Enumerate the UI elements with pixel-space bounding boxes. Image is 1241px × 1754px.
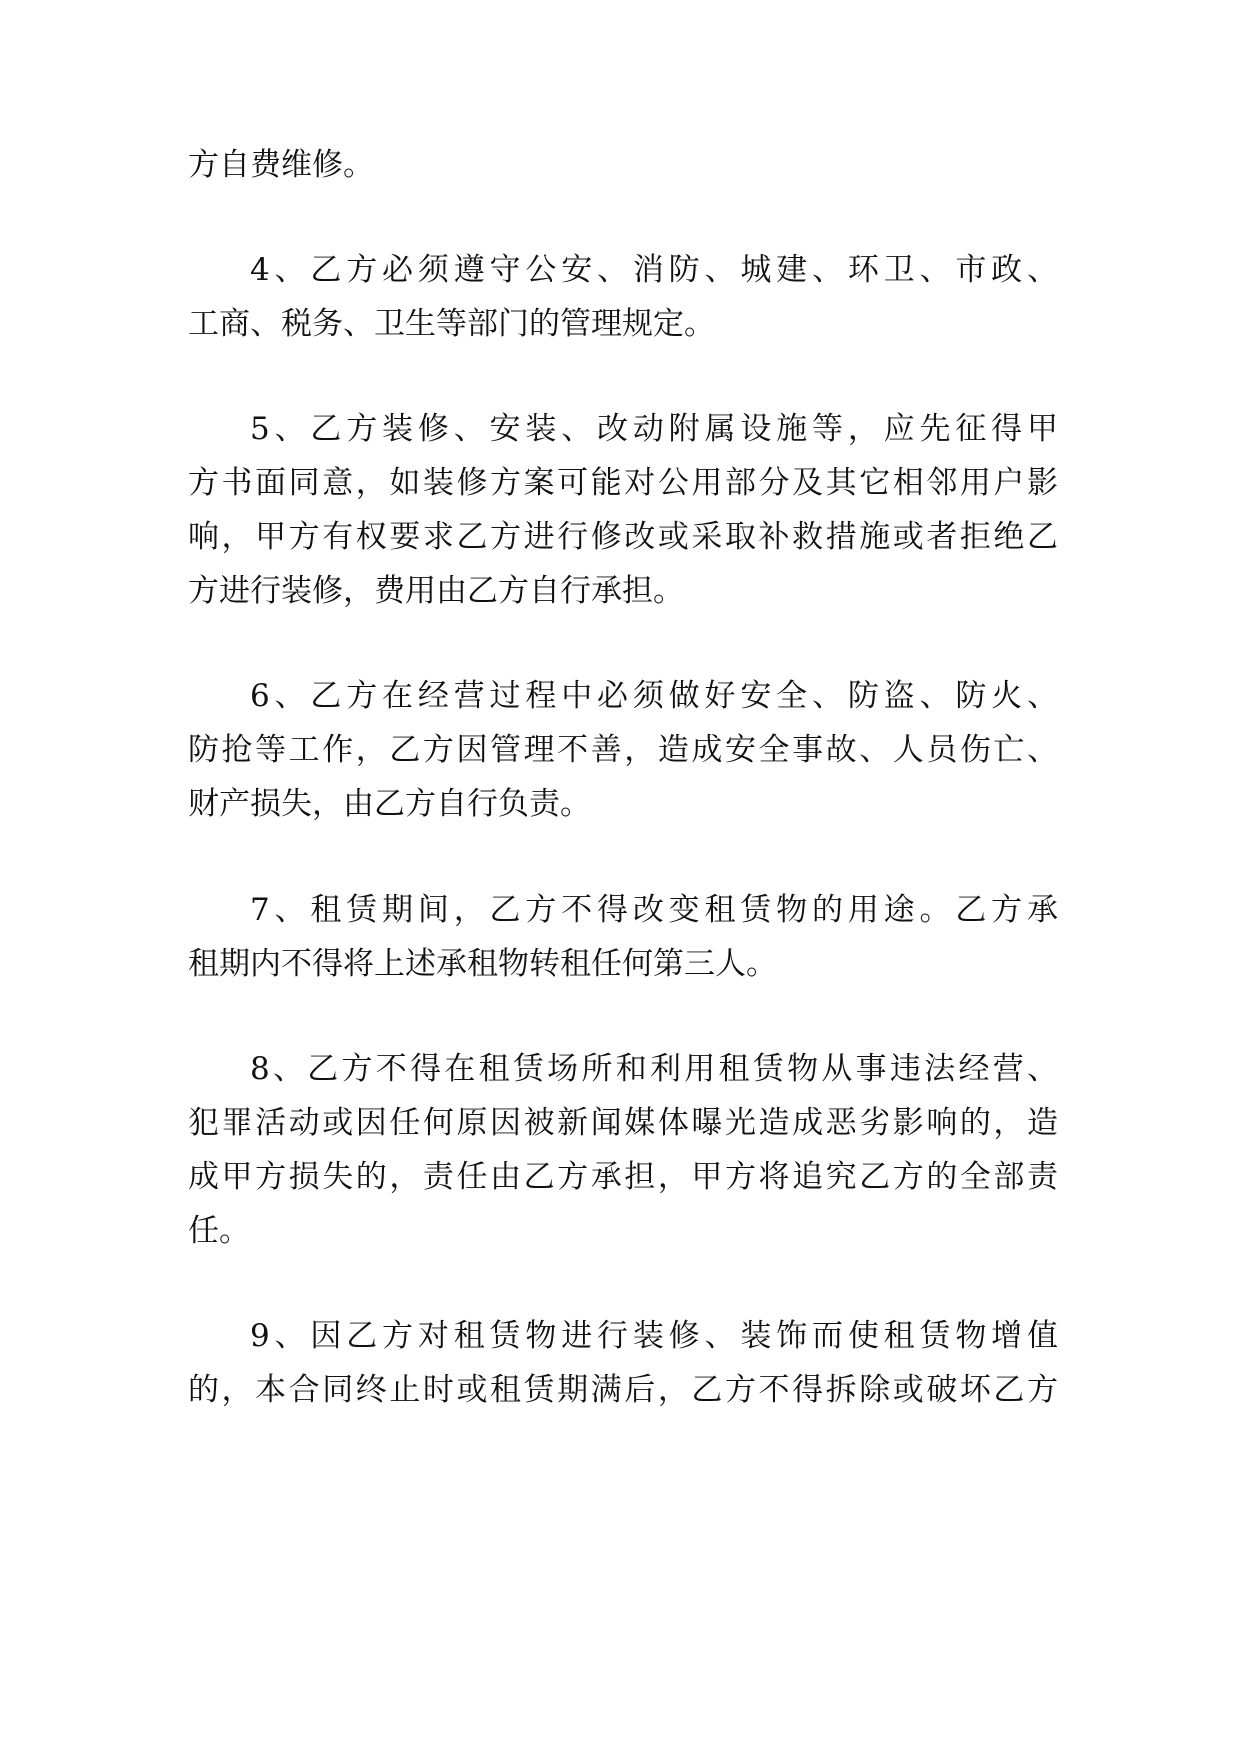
clause-9-line-1: 9、因乙方对租赁物进行装修、装饰而使租赁物增值 [250,1318,1058,1354]
clause-7-line-2: 租期内不得将上述承租物转租任何第三人。 [188,946,777,982]
clause-5-line-1: 5、乙方装修、安装、改动附属设施等，应先征得甲 [250,411,1058,447]
clause-6-line-1: 6、乙方在经营过程中必须做好安全、防盗、防火、 [250,678,1058,714]
clause-6-line-2: 防抢等工作，乙方因管理不善，造成安全事故、人员伤亡、 [188,732,1058,768]
clause-8-line-4: 任。 [188,1213,250,1249]
clause-8-line-2: 犯罪活动或因任何原因被新闻媒体曝光造成恶劣影响的，造 [188,1105,1058,1141]
clause-8-line-3: 成甲方损失的，责任由乙方承担，甲方将追究乙方的全部责 [188,1159,1058,1195]
clause-4-line-1: 4、乙方必须遵守公安、消防、城建、环卫、市政、 [250,252,1058,288]
clause-6-line-3: 财产损失，由乙方自行负责。 [188,786,591,822]
clause-5-line-3: 响，甲方有权要求乙方进行修改或采取补救措施或者拒绝乙 [188,519,1058,555]
clause-8-line-1: 8、乙方不得在租赁场所和利用租赁物从事违法经营、 [250,1051,1058,1087]
clause-5-line-4: 方进行装修，费用由乙方自行承担。 [188,573,684,609]
clause-7-line-1: 7、租赁期间，乙方不得改变租赁物的用途。乙方承 [250,892,1058,928]
clause-9-line-2: 的，本合同终止时或租赁期满后，乙方不得拆除或破坏乙方 [188,1372,1058,1408]
clause-4-line-2: 工商、税务、卫生等部门的管理规定。 [188,306,715,342]
paragraph-continuation-line: 方自费维修。 [188,147,374,183]
clause-5-line-2: 方书面同意，如装修方案可能对公用部分及其它相邻用户影 [188,465,1058,501]
